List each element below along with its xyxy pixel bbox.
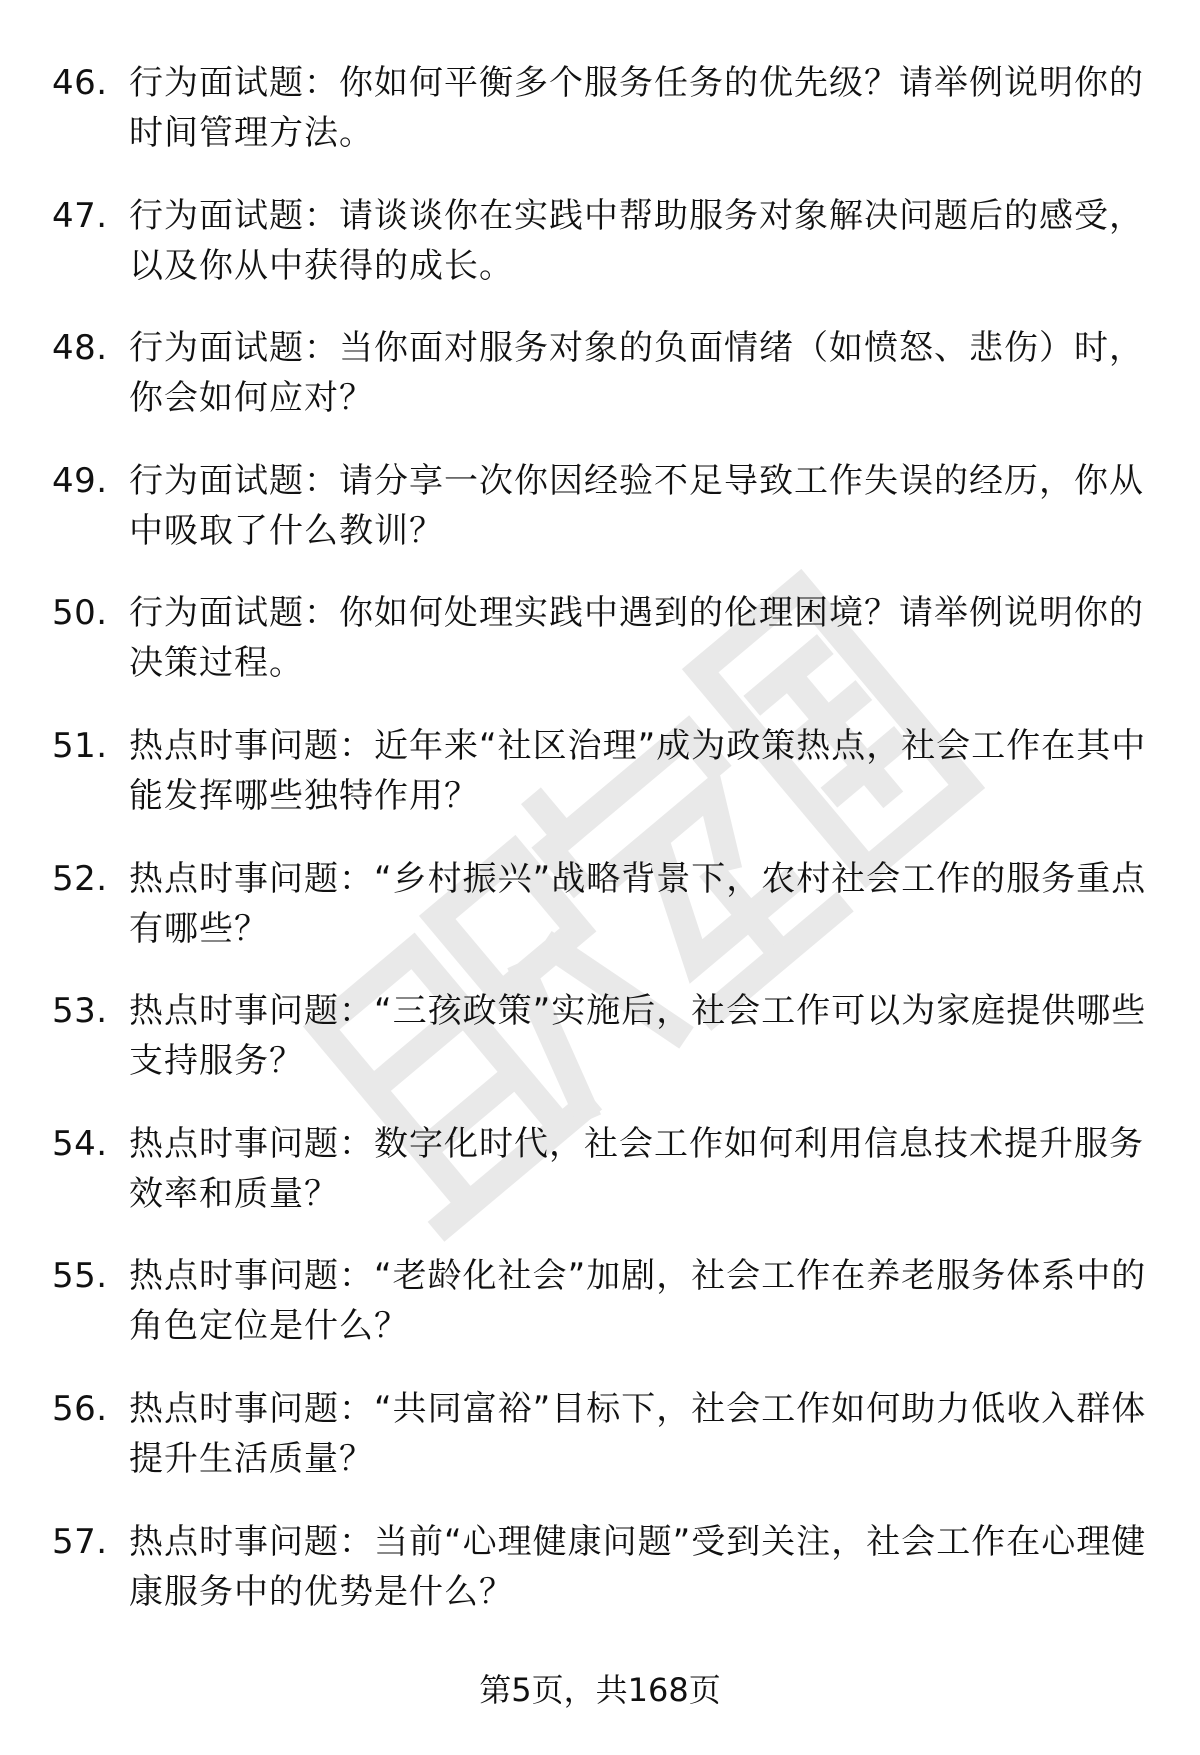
- question-text: 热点时事问题：“乡村振兴”战略背景下，农村社会工作的服务重点有哪些？: [129, 858, 1147, 949]
- question-item: [52, 1251, 1152, 1384]
- question-number: 53.: [52, 991, 108, 1032]
- question-text: 热点时事问题：当前“心理健康问题”受到关注，社会工作在心理健康服务中的优势是什么？: [129, 1521, 1147, 1612]
- question-text: 热点时事问题：“三孩政策”实施后，社会工作可以为家庭提供哪些支持服务？: [129, 991, 1147, 1082]
- question-item: [52, 1517, 1152, 1650]
- question-text: 行为面试题：请谈谈你在实践中帮助服务对象解决问题后的感受，以及你从中获得的成长。: [129, 195, 1144, 286]
- question-number: 55.: [52, 1256, 108, 1297]
- question-item: [52, 1384, 1152, 1517]
- question-text: 热点时事问题：“老龄化社会”加剧，社会工作在养老服务体系中的角色定位是什么？: [129, 1256, 1147, 1347]
- question-text: 行为面试题：请分享一次你因经验不足导致工作失误的经历，你从中吸取了什么教训？: [129, 460, 1144, 551]
- question-number: 49.: [52, 460, 108, 501]
- question-text: 热点时事问题：近年来“社区治理”成为政策热点，社会工作在其中能发挥哪些独特作用？: [129, 725, 1147, 816]
- question-text: 热点时事问题：“共同富裕”目标下，社会工作如何助力低收入群体提升生活质量？: [129, 1388, 1147, 1479]
- question-text: 行为面试题：你如何平衡多个服务任务的优先级？请举例说明你的时间管理方法。: [129, 63, 1144, 153]
- question-text: 行为面试题：当你面对服务对象的负面情绪（如愤怒、悲伤）时，你会如何应对？: [129, 328, 1144, 419]
- question-number: 50.: [52, 593, 108, 634]
- question-list: [52, 58, 1152, 1649]
- question-item: [52, 191, 1152, 324]
- question-number: 54.: [52, 1123, 108, 1164]
- question-item: [52, 456, 1152, 589]
- page-footer: [0, 1668, 1200, 1712]
- question-text: 行为面试题：你如何处理实践中遇到的伦理困境？请举例说明你的决策过程。: [129, 593, 1144, 684]
- question-item: [52, 58, 1152, 191]
- question-item: [52, 721, 1152, 854]
- question-item: [52, 588, 1152, 721]
- question-number: 46.: [52, 63, 108, 103]
- page-number-label: 第5页，共168页: [479, 1671, 721, 1709]
- question-item: [52, 323, 1152, 456]
- question-item: [52, 854, 1152, 987]
- question-number: 47.: [52, 195, 108, 236]
- question-number: 48.: [52, 328, 108, 369]
- question-item: [52, 986, 1152, 1119]
- question-number: 52.: [52, 858, 108, 899]
- question-number: 56.: [52, 1388, 108, 1429]
- question-item: [52, 1119, 1152, 1252]
- question-number: 57.: [52, 1521, 108, 1562]
- question-text: 热点时事问题：数字化时代，社会工作如何利用信息技术提升服务效率和质量？: [129, 1123, 1144, 1214]
- question-number: 51.: [52, 725, 108, 766]
